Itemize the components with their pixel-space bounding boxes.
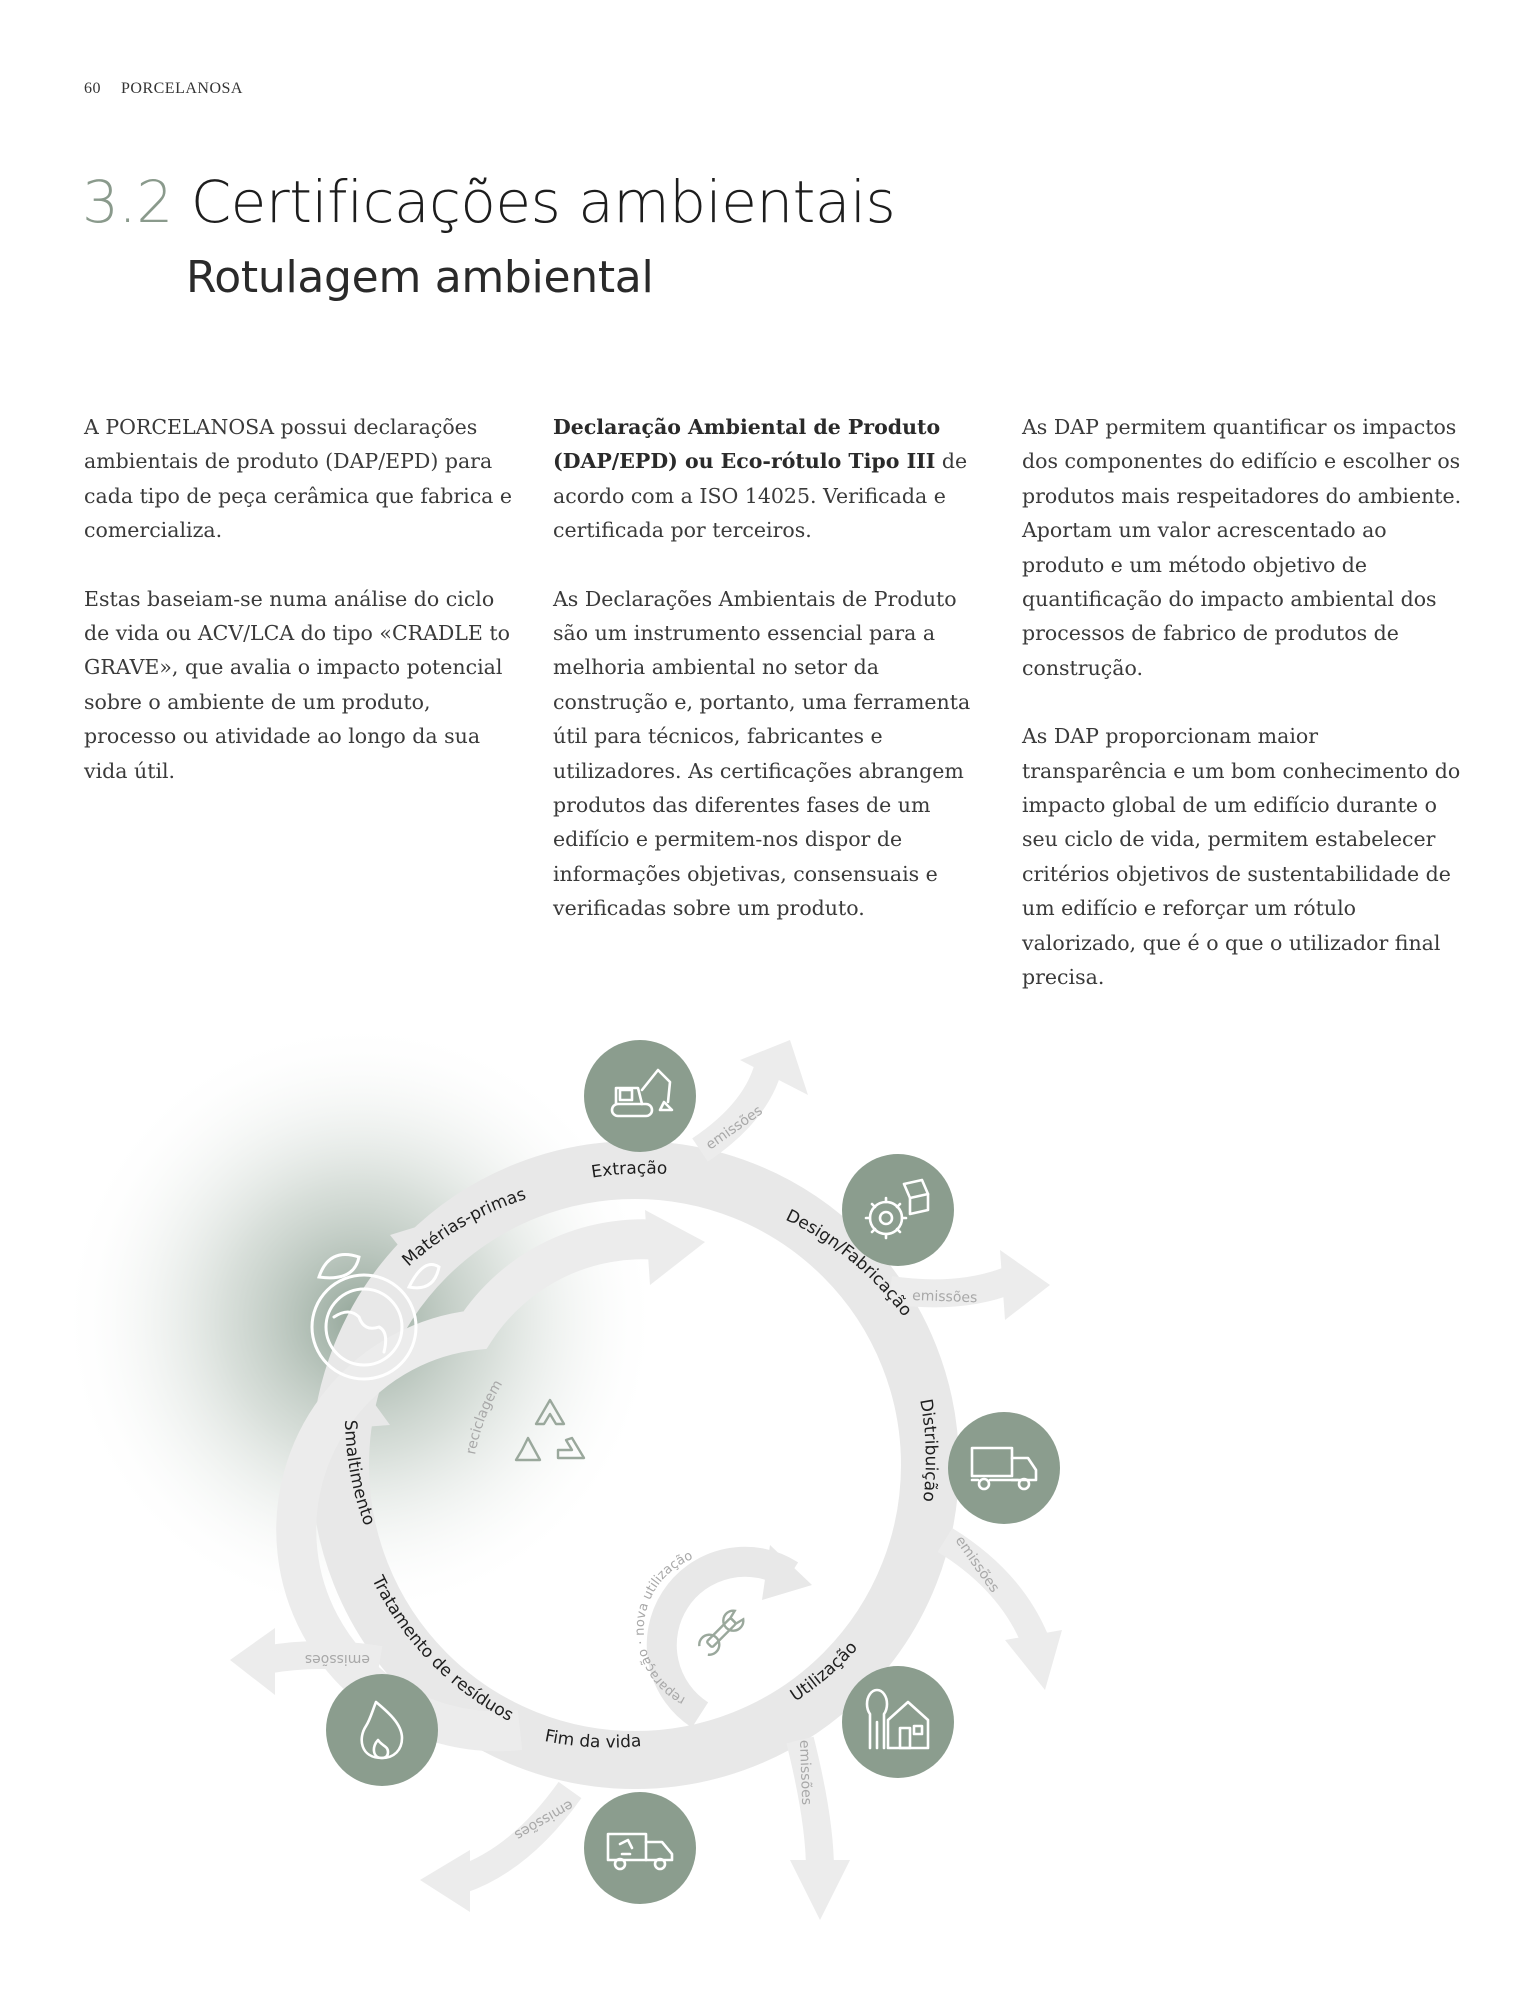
emissions-label: emissões bbox=[796, 1739, 815, 1806]
label-utilizacao: Utilização bbox=[786, 1637, 862, 1706]
label-fim-da-vida: Fim da vida bbox=[543, 1726, 642, 1753]
recycling-label: reciclagem bbox=[463, 1377, 506, 1456]
garbage-truck-icon bbox=[584, 1792, 696, 1904]
recycling-arrowhead bbox=[645, 1210, 705, 1285]
section-title: Certificações ambientais bbox=[190, 168, 896, 236]
page-header bbox=[84, 80, 243, 98]
repair-label: reparação · nova utilização bbox=[632, 1548, 695, 1708]
label-design: Design/Fabricação bbox=[782, 1205, 916, 1321]
emissions-label: emissões bbox=[511, 1796, 576, 1843]
paragraph: As DAP proporcionam maior transparência e um bom conhecimento do impacto global de um edifício durante o seu ciclo de vida, permitem estabelecer critérios objetivos de sustentabilidade de um edifício e reforçar um rótulo valorizado, que é o que o utilizador final precisa. bbox=[1022, 724, 1461, 990]
paragraph: As DAP permitem quantificar os impactos dos componentes do edifício e escolher os produtos mais respeitadores do ambiente. Aportam um valor acrescentado ao produto e um método objetivo de quantificação do impacto ambiental dos processos de fabrico de produtos de construção. bbox=[1022, 415, 1462, 680]
page-title bbox=[82, 168, 895, 236]
excavator-icon bbox=[584, 1040, 696, 1152]
repair-arrowhead bbox=[762, 1545, 812, 1600]
label-smaltimento: Smaltimento bbox=[339, 1419, 380, 1529]
page-subtitle: Rotulagem ambiental bbox=[186, 252, 654, 303]
bold-lead: Declaração Ambiental de Produto (DAP/EPD) ou Eco-rótulo Tipo III bbox=[553, 415, 941, 474]
paragraph-rest: de acordo com a ISO 14025. Verificada e certificada por terceiros. bbox=[553, 449, 968, 543]
emissions-label: emissões bbox=[304, 1651, 370, 1667]
gear-box-icon bbox=[842, 1154, 954, 1266]
house-icon bbox=[842, 1666, 954, 1778]
emissions-label: emissões bbox=[911, 1288, 978, 1307]
wrench-icon bbox=[697, 1608, 746, 1657]
paragraph bbox=[553, 410, 983, 548]
fire-icon bbox=[326, 1674, 438, 1786]
section-number: 3.2 bbox=[82, 168, 173, 236]
truck-icon bbox=[948, 1412, 1060, 1524]
label-tratamento: Tratamento de resíduos bbox=[367, 1572, 517, 1726]
label-extracao: Extração bbox=[590, 1158, 668, 1183]
text-column-2 bbox=[553, 410, 983, 960]
paragraph: Estas baseiam-se numa análise do ciclo de vida ou ACV/LCA do tipo «CRADLE to GRAVE», que avalia o impacto potencial sobre o ambiente de um produto, processo ou atividade ao longo da sua vida útil. bbox=[84, 586, 510, 783]
emissions-label: emissões bbox=[951, 1533, 1003, 1596]
text-column-3 bbox=[1022, 410, 1467, 1029]
paragraph: As Declarações Ambientais de Produto são um instrumento essencial para a melhoria ambiental no setor da construção e, portanto, uma ferramenta útil para técnicos, fabricantes e utilizadores. As certificações abrangem produtos das diferentes fases de um edifício e permitem-nos dispor de informações objetivas, consensuais e verificadas sobre um produto. bbox=[553, 586, 971, 921]
brand-name: PORCELANOSA bbox=[121, 80, 243, 97]
label-distribuicao: Distribuição bbox=[915, 1397, 941, 1503]
emissions-label: emissões bbox=[703, 1102, 766, 1154]
paragraph: A PORCELANOSA possui declarações ambientais de produto (DAP/EPD) para cada tipo de peça cerâmica que fabrica e comercializa. bbox=[84, 415, 513, 543]
text-column-1 bbox=[84, 410, 514, 822]
label-materias-primas: Matérias-primas bbox=[398, 1184, 529, 1271]
page-number: 60 bbox=[84, 80, 101, 97]
life-cycle-diagram bbox=[0, 1000, 1528, 2000]
